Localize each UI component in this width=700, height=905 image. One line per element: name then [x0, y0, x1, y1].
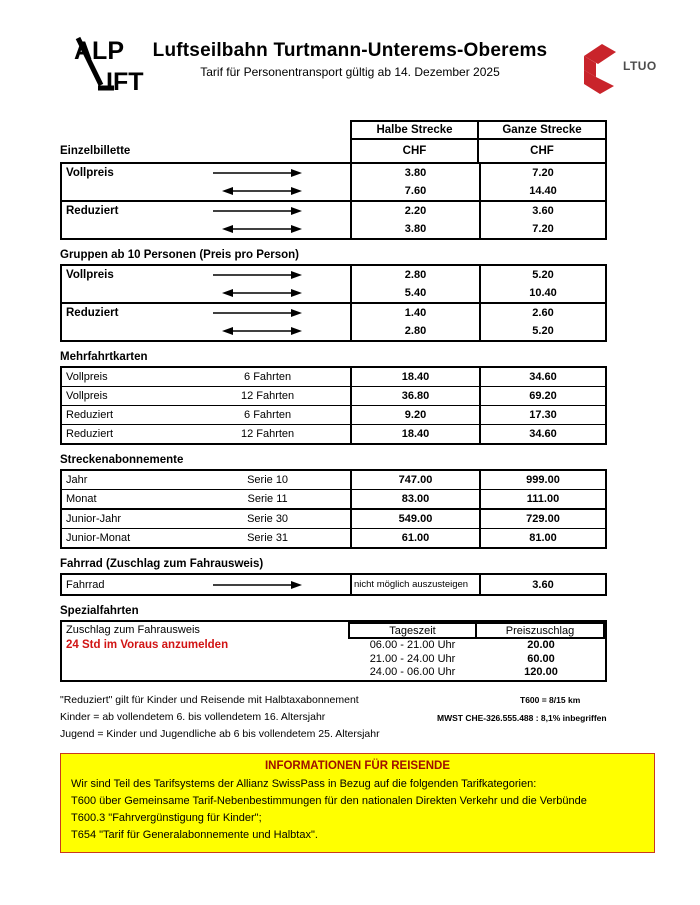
footnotes [60, 694, 607, 740]
table-row [62, 386, 605, 405]
row-label: Vollpreis [66, 371, 108, 383]
row-label: Junior-Monat [66, 532, 131, 544]
table-row [62, 528, 605, 547]
price-ganze: 111.00 [479, 490, 605, 508]
price-ganze: 69.20 [479, 387, 605, 405]
row-sublabel: 6 Fahrten [244, 371, 292, 383]
table-streckenabonnemente [60, 469, 607, 549]
one-way-arrow-icon [212, 271, 302, 280]
table-row [62, 508, 605, 528]
preiszuschlag-value: 120.00 [524, 666, 558, 679]
price-halbe: 18.40 [350, 425, 479, 443]
column-header-halbe-strecke: Halbe Strecke [350, 120, 479, 140]
row-label: Reduziert [66, 428, 114, 440]
two-way-arrow-icon [222, 225, 302, 234]
row-sublabel: Serie 31 [247, 532, 289, 544]
spezialfahrten-warning: 24 Std im Voraus anzumelden [66, 639, 229, 651]
row-sublabel: 12 Fahrten [240, 428, 295, 440]
one-way-arrow-icon [212, 580, 302, 589]
table-row [62, 266, 605, 284]
price-ganze: 81.00 [479, 529, 605, 547]
footnote-mwst: MWST CHE-326.555.488 : 8,1% inbegriffen [437, 713, 607, 723]
row-label: Reduziert [66, 205, 119, 217]
price-ganze: 10.40 [479, 284, 605, 302]
price-halbe: 5.40 [350, 284, 479, 302]
column-header-row [60, 120, 607, 140]
row-sublabel: 6 Fahrten [244, 409, 292, 421]
one-way-arrow-icon [212, 169, 302, 178]
currency-label-ganze: CHF [479, 140, 607, 162]
price-halbe: 18.40 [350, 368, 479, 386]
table-row [348, 666, 605, 680]
column-header-preiszuschlag: Preiszuschlag [477, 622, 605, 639]
spezialfahrten-label: Zuschlag zum Fahrausweis [66, 624, 200, 636]
column-header-tageszeit: Tageszeit [348, 622, 477, 639]
price-halbe: 9.20 [350, 406, 479, 424]
price-ganze: 14.40 [479, 182, 605, 200]
section-title-gruppen: Gruppen ab 10 Personen (Preis pro Person) [60, 249, 300, 261]
footnote-t600: T600 = 8/15 km [520, 695, 581, 705]
price-ganze: 3.60 [479, 575, 605, 594]
row-label: Reduziert [66, 307, 119, 319]
section-title-streckenabonnemente: Streckenabonnemente [60, 454, 184, 466]
ltuo-logo-icon [576, 44, 620, 96]
spezialfahrten-left-cell [62, 622, 348, 680]
info-box-line: T654 "Tarif für Generalabonnemente und Halbtax". [71, 829, 318, 841]
tageszeit-value: 06.00 - 21.00 Uhr [369, 639, 456, 652]
tageszeit-value: 24.00 - 06.00 Uhr [369, 666, 456, 679]
table-row [62, 182, 605, 200]
row-label: Vollpreis [66, 167, 114, 179]
price-ganze: 34.60 [479, 368, 605, 386]
row-label: Monat [66, 493, 97, 505]
price-ganze: 7.20 [479, 164, 605, 182]
row-label: Jahr [66, 474, 88, 486]
row-label: Reduziert [66, 409, 114, 421]
table-fahrrad [60, 573, 607, 596]
table-row [62, 284, 605, 302]
section-title-spezialfahrten: Spezialfahrten [60, 605, 139, 617]
info-box-title: INFORMATIONEN FÜR REISENDE [264, 760, 451, 772]
page-subtitle: Tarif für Personentransport gültig ab 14. Dezember 2025 [200, 65, 500, 79]
footnote-kinder: Kinder = ab vollendetem 6. bis vollendetem 16. Altersjahr [60, 711, 326, 723]
two-way-arrow-icon [222, 289, 302, 298]
price-halbe: 747.00 [350, 471, 479, 489]
price-ganze: 999.00 [479, 471, 605, 489]
table-row [62, 322, 605, 340]
alplift-logo-text-bottom: IFT [106, 68, 144, 96]
footnote-reduziert: "Reduziert" gilt für Kinder und Reisende mit Halbtaxabonnement [60, 694, 359, 706]
price-ganze: 5.20 [479, 322, 605, 340]
info-box [60, 753, 655, 853]
info-box-line: T600 über Gemeinsame Tarif-Nebenbestimmungen für den nationalen Direkten Verkehr und die Verbünde [71, 795, 587, 807]
preiszuschlag-value: 20.00 [527, 639, 555, 652]
price-halbe: 2.80 [350, 322, 479, 340]
section-title-einzelbillette: Einzelbillette [60, 145, 131, 157]
row-sublabel: Serie 30 [247, 513, 289, 525]
table-row [62, 424, 605, 443]
price-ganze: 729.00 [479, 510, 605, 528]
two-way-arrow-icon [222, 327, 302, 336]
price-ganze: 3.60 [479, 202, 605, 220]
spezialfahrten-header-row [348, 622, 605, 639]
price-ganze: 5.20 [479, 266, 605, 284]
table-gruppen [60, 264, 607, 342]
price-halbe: 3.80 [350, 220, 479, 238]
preiszuschlag-value: 60.00 [527, 652, 555, 665]
price-halbe: 3.80 [350, 164, 479, 182]
price-halbe: 36.80 [350, 387, 479, 405]
price-halbe: 2.80 [350, 266, 479, 284]
document-header [120, 40, 580, 79]
price-halbe: 83.00 [350, 490, 479, 508]
one-way-arrow-icon [212, 207, 302, 216]
price-halbe: 7.60 [350, 182, 479, 200]
row-label: Junior-Jahr [66, 513, 122, 525]
info-box-line: Wir sind Teil des Tarifsystems der Allianz SwissPass in Bezug auf die folgenden Tarifkategorien: [71, 778, 537, 790]
price-halbe: 61.00 [350, 529, 479, 547]
one-way-arrow-icon [212, 309, 302, 318]
two-way-arrow-icon [222, 187, 302, 196]
ltuo-logo-text: LTUO [623, 59, 657, 73]
footnote-jugend: Jugend = Kinder und Jugendliche ab 6 bis vollendetem 25. Altersjahr [60, 728, 380, 740]
row-sublabel: Serie 10 [247, 474, 289, 486]
price-halbe: 2.20 [350, 202, 479, 220]
row-sublabel: Serie 11 [247, 493, 288, 505]
row-label: Vollpreis [66, 390, 108, 402]
table-row [62, 471, 605, 489]
table-spezialfahrten [60, 620, 607, 682]
table-row [348, 639, 605, 653]
alplift-logo-text-top: ALP [74, 37, 124, 65]
table-row [62, 405, 605, 424]
price-ganze: 34.60 [479, 425, 605, 443]
table-row [62, 302, 605, 322]
price-halbe: 1.40 [350, 304, 479, 322]
section-title-mehrfahrtkarten: Mehrfahrtkarten [60, 351, 148, 363]
table-einzelbillette [60, 162, 607, 240]
info-box-line: T600.3 "Fahrvergünstigung für Kinder"; [71, 812, 262, 824]
table-row [62, 575, 605, 594]
section-title-fahrrad: Fahrrad (Zuschlag zum Fahrausweis) [60, 558, 264, 570]
row-sublabel: 12 Fahrten [240, 390, 295, 402]
column-header-ganze-strecke: Ganze Strecke [479, 120, 607, 140]
currency-label-halbe: CHF [350, 140, 479, 162]
currency-row [60, 140, 607, 162]
table-mehrfahrtkarten [60, 366, 607, 445]
table-row [62, 220, 605, 238]
price-ganze: 7.20 [479, 220, 605, 238]
price-ganze: 17.30 [479, 406, 605, 424]
table-row [62, 200, 605, 220]
row-label: Fahrrad [66, 578, 105, 591]
price-ganze: 2.60 [479, 304, 605, 322]
ltuo-logo [576, 44, 657, 96]
tageszeit-value: 21.00 - 24.00 Uhr [369, 652, 456, 665]
table-row [62, 164, 605, 182]
row-label: Vollpreis [66, 269, 114, 281]
table-row [348, 653, 605, 667]
price-halbe: 549.00 [350, 510, 479, 528]
page-title: Luftseilbahn Turtmann-Unterems-Oberems [152, 40, 548, 61]
fahrrad-note: nicht möglich auszusteigen [350, 575, 479, 594]
table-row [62, 368, 605, 386]
table-row [62, 489, 605, 508]
